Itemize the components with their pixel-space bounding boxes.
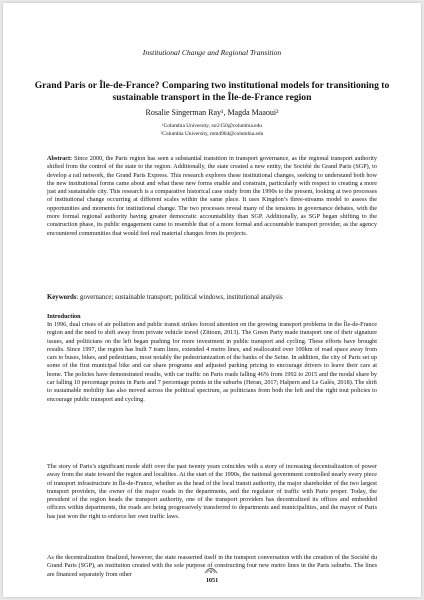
affiliation-1: ¹Columbia University, rsr2150@columbia.edu: [162, 123, 262, 129]
body-paragraph: In 1996, dual crises of air pollution and public transit strikes forced attention on the growing transport problems in the Île-de-France region and the need to shift away from private vehicle travel (Zittoun, 2013). The Green Party made transport one of their signature issues, and politicians on the left began pushing for more investment in public transport and cycling. These efforts have brought results. Since 1997, the region has built 7 tram lines, extended 4 metro lines, and reallocated over 100km of road space away from cars to buses, bikes, and pedestrians, most notably the pedestrianization of the banks of the Seine. In addition, the city of Paris set up some of the first municipal bike and car share programs and adjusted parking pricing to encourage drivers to leave their cars at home. The policies have demonstrated results, with car traffic on Paris roads falling 46% from 1992 to 2015 and the modal share by car falling 10 percentage points in Paris and 7 percentage points in the suburbs (Heran, 2017; Halpern and Le Galès, 2018). The shift to sustainable mobility has also moved across the political spectrum, as politicians from both the left and the right tout policies to encourage public transport and cycling.: [47, 321, 377, 403]
abstract: [47, 155, 377, 238]
conference-logo-icon: [204, 564, 218, 574]
body-paragraph: As the decentralization finalized, however, the state reasserted itself in the transport conversation with the creation of the Société du Grand Paris (SGP), an institution created with the sole purpose of constructing four new metro lines in the Paris suburbs. The lines are financed separately from other: [47, 554, 377, 578]
keywords: [47, 294, 377, 302]
keywords-label: Keywords: [47, 294, 77, 301]
keywords-text: : governance; sustainable transport; political windows, institutional analysis: [76, 294, 283, 301]
body-paragraph: The story of Paris’s significant mode shift over the past twenty years coincides with a story of increasing decentralization of power away from the state toward the region and localities. At the start of the 1990s, the national government controlled nearly every piece of transport infrastructure in Île-de-France, whether as the head of the local transit authority, the major shareholder of the two largest transport providers, the owner of the major roads in the departments, and the regulator of traffic with Paris proper. Today, the president of the region heads the transport authority, one of the transport providers has decentralized its offices and embedded officers within departments, the roads are being progressively transferred to departments and municipalities, and the mayor of Paris has just won the right to enforce her own traffic laws.: [47, 463, 377, 520]
paper-title: Grand Paris or Île-de-France? Comparing two institutional models for transitioning to sustainable transport in the Île-de-France region: [34, 80, 390, 104]
introduction-heading: Introduction: [47, 313, 81, 320]
paper-page: [3, 3, 421, 597]
abstract-label: Abstract:: [47, 155, 73, 162]
abstract-text: Since 2000, the Paris region has seen a substantial transition in transport governance, as the regional transport authority shifted from the control of the state to the region. Additionally, the state created a new entity, the Société du Grand Paris (SGP), to develop a rail network, the Grand Paris Express. This research explores these institutional changes, seeking to understand both how the new institutional forms came about and what these new forms enable and constrain, particularly with respect to creating a more just and sustainable city. This research is a comparative historical case study from the 1990s to the present, looking at two processes of institutional change occurring at different scales within the same place. It uses Kingdon’s three-streams model to assess the opportunities and moments for institutional change. The two processes reveal many of the tensions in governance debates, with the more formal regional authority having greater democratic accountability than SGP. Additionally, as SGP began shifting to the construction phase, its public engagement came to resemble that of a more formal and accountable transport provider, as the agency encountered communities that would feel real material changes from its projects.: [47, 155, 377, 237]
running-head: Institutional Change and Regional Transition: [142, 48, 282, 57]
page-number: 1051: [205, 577, 219, 584]
author-line: Rosalie Singerman Ray¹, Magda Maaoui²: [145, 108, 279, 117]
affiliation-2: ²Columbia University, mm4964@columbia.edu: [160, 131, 264, 137]
